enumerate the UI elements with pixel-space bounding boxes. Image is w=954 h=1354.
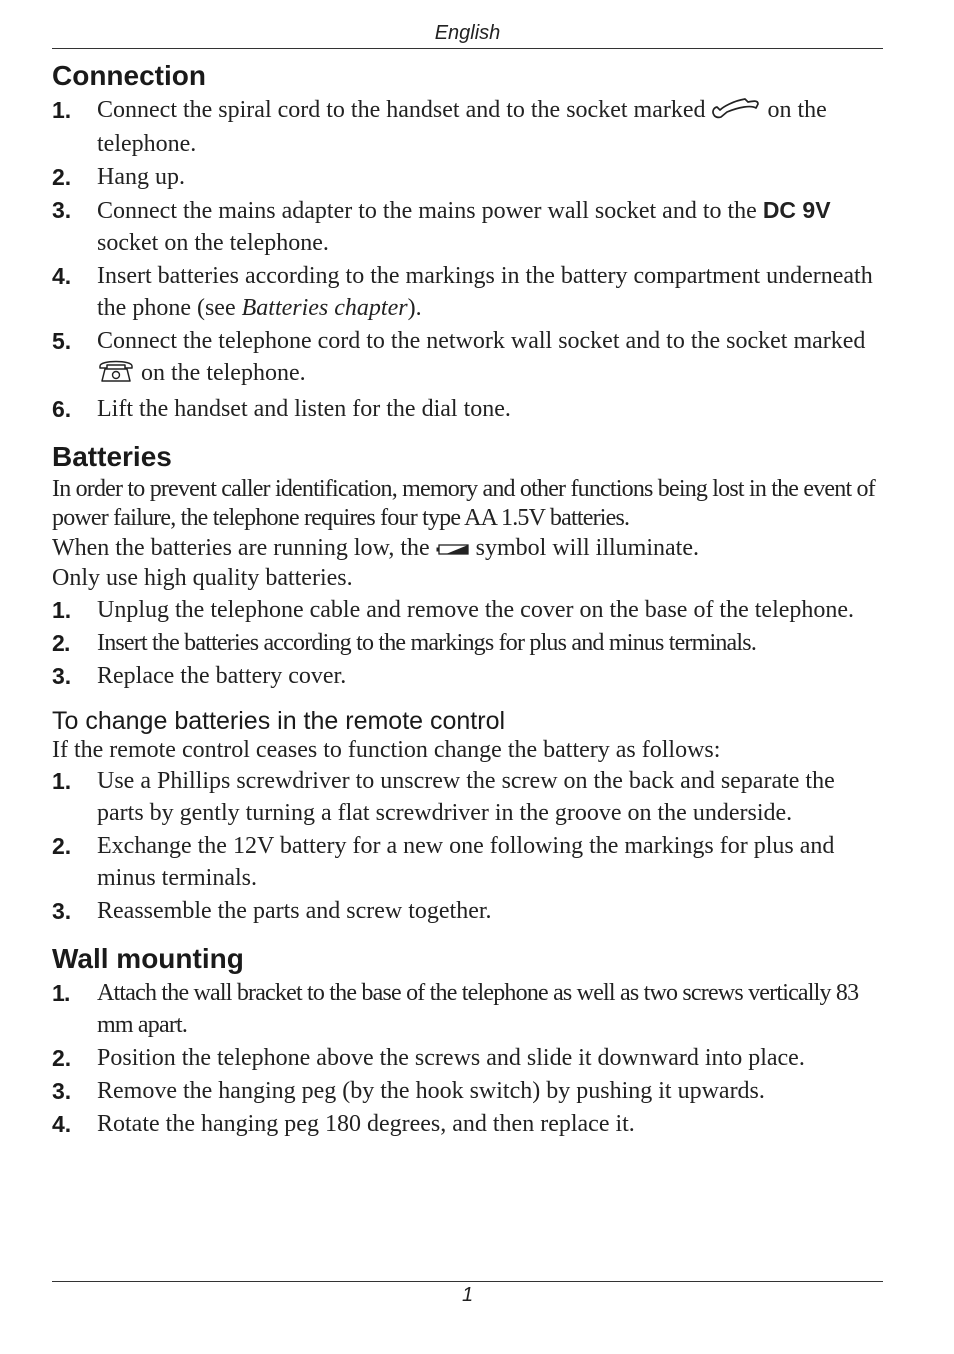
connection-step-2 (52, 161, 883, 193)
remote-section (52, 706, 883, 928)
batteries-low-note (52, 534, 883, 564)
step-text-after: on the telephone. (141, 360, 306, 386)
step-text-before: Connect the mains adapter to the mains power wall socket and to the (97, 197, 757, 224)
step-number: 3. (52, 662, 72, 689)
step-number: 1. (52, 596, 72, 623)
wall-step-3 (52, 1075, 883, 1107)
step-text: Attach the wall bracket to the base of the telephone as well as two screws vertically 83 mm apart. (97, 980, 859, 1039)
step-number: 3. (52, 196, 72, 223)
remote-step-1 (52, 765, 883, 829)
wall-mounting-steps (52, 977, 883, 1140)
batteries-title: Batteries (52, 440, 172, 472)
step-number: 4. (52, 1111, 72, 1138)
header-rule (52, 48, 883, 49)
handset-icon (711, 95, 761, 128)
step-text: Reassemble the parts and screw together. (97, 898, 492, 925)
batteries-section (52, 439, 883, 692)
dc-9v-label: DC 9V (762, 196, 831, 223)
step-number: 1. (52, 768, 72, 795)
connection-step-5 (52, 325, 883, 392)
batteries-chapter-reference: Batteries chapter (241, 294, 408, 321)
low-note-after: symbol will illuminate. (475, 534, 699, 561)
step-text-after: ). (407, 294, 422, 321)
step-text-after: socket on the telephone. (97, 229, 329, 256)
batteries-step-1 (52, 594, 883, 626)
remote-intro: If the remote control ceases to function change the battery as follows: (52, 736, 721, 763)
remote-title: To change batteries in the remote control (52, 706, 506, 735)
remote-step-3 (52, 895, 883, 927)
step-text: Rotate the hanging peg 180 degrees, and then replace it. (97, 1111, 635, 1138)
remote-step-2 (52, 830, 883, 894)
step-text: Replace the battery cover. (97, 662, 347, 689)
low-note-before: When the batteries are running low, the (52, 534, 430, 561)
remote-steps (52, 765, 883, 927)
step-number: 2. (52, 629, 70, 656)
page-content (52, 58, 883, 1154)
step-text: Exchange the 12V battery for a new one following the markings for plus and minus terminals. (97, 833, 835, 892)
page-number: 1 (461, 1284, 474, 1306)
step-number: 2. (52, 1045, 72, 1072)
connection-step-1 (52, 94, 883, 160)
batteries-step-2 (52, 627, 883, 659)
step-number: 6. (52, 395, 72, 422)
connection-step-6 (52, 393, 883, 425)
step-text: Position the telephone above the screws and slide it downward into place. (97, 1045, 805, 1072)
connection-step-4 (52, 260, 883, 324)
batteries-quality-note: Only use high quality batteries. (52, 565, 353, 592)
batteries-step-3 (52, 660, 883, 692)
connection-step-3 (52, 194, 883, 259)
connection-steps (52, 94, 883, 425)
step-number: 3. (52, 1078, 72, 1105)
batteries-intro: In order to prevent caller identification, memory and other functions being lost in the event of power failure, the telephone requires four type AA 1.5V batteries. (52, 475, 875, 532)
wall-mounting-title: Wall mounting (52, 943, 244, 975)
step-number: 2. (52, 833, 72, 860)
step-text: Remove the hanging peg (by the hook switch) by pushing it upwards. (97, 1078, 765, 1105)
wall-step-1 (52, 977, 883, 1041)
telephone-line-icon (97, 357, 135, 392)
step-text: Hang up. (97, 163, 185, 190)
low-battery-icon (436, 535, 470, 565)
connection-section (52, 58, 883, 425)
step-text: Lift the handset and listen for the dial tone. (97, 395, 511, 422)
step-text-before: Insert batteries according to the markings in the battery compartment underneath the phone (see (97, 262, 873, 321)
connection-title: Connection (52, 60, 206, 91)
batteries-steps (52, 594, 883, 692)
header-language: English (434, 22, 501, 44)
step-number: 1. (52, 980, 70, 1007)
step-text-before: Connect the telephone cord to the network wall socket and to the socket marked (97, 327, 866, 354)
step-text-before: Connect the spiral cord to the handset and to the socket marked (97, 97, 706, 123)
step-number: 2. (52, 163, 72, 190)
step-text: Use a Phillips screwdriver to unscrew the screw on the back and separate the parts by gently turning a flat screwdriver in the groove on the underside. (97, 768, 835, 827)
step-number: 3. (52, 898, 72, 925)
step-number: 1. (52, 97, 72, 123)
step-text: Insert the batteries according to the markings for plus and minus terminals. (97, 629, 757, 656)
step-text-after: on the telephone. (97, 97, 827, 157)
step-number: 5. (52, 327, 72, 354)
wall-mounting-section (52, 941, 883, 1140)
wall-step-4 (52, 1108, 883, 1140)
step-number: 4. (52, 262, 72, 289)
wall-step-2 (52, 1042, 883, 1074)
step-text: Unplug the telephone cable and remove the cover on the base of the telephone. (97, 596, 855, 623)
footer-rule (52, 1281, 883, 1282)
